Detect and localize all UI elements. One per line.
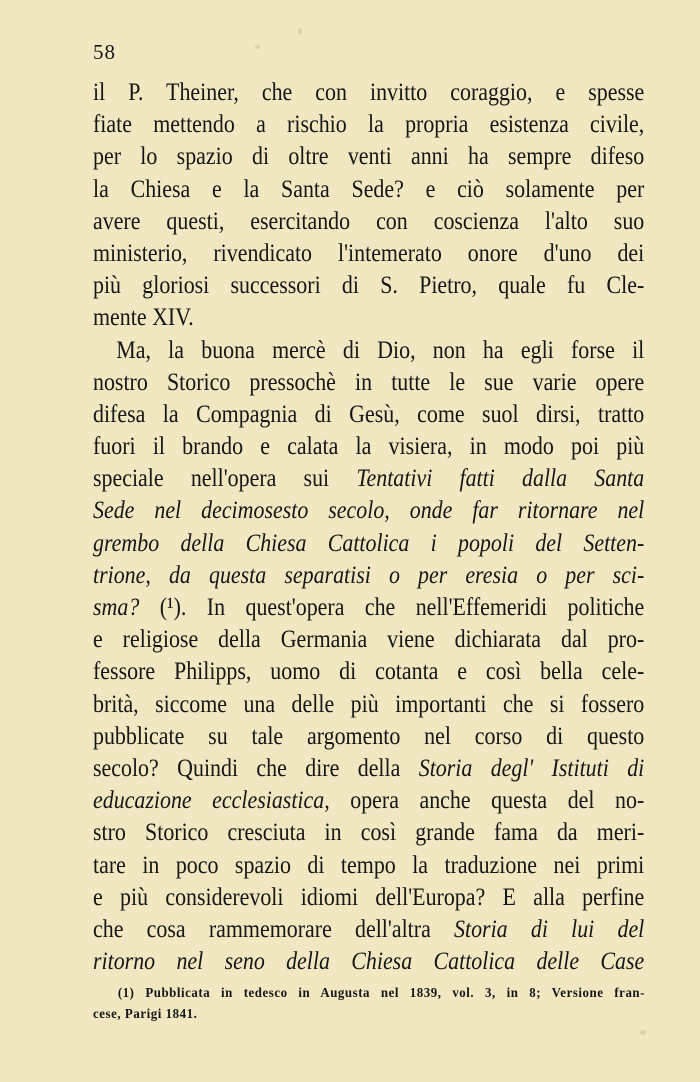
body-text bbox=[93, 76, 645, 977]
text-line: che cosa rammemorare dell'altra Storia di lui del bbox=[93, 913, 645, 943]
text-line: pubblicate su tale argomento nel corso di questo bbox=[93, 720, 645, 750]
italic-title: Storia degl' Istituti di bbox=[418, 752, 645, 782]
text-line: secolo? Quindi che dire della Storia degl' Istituti di bbox=[93, 752, 645, 782]
text-line: sma? (¹). In quest'opera che nell'Effemeridi politiche bbox=[93, 592, 645, 621]
italic-title: Tentativi fatti dalla Santa bbox=[356, 463, 645, 493]
text-line: Ma, la buona mercè di Dio, non ha egli forse il bbox=[116, 334, 645, 364]
paper-speck bbox=[298, 28, 302, 34]
paper-speck bbox=[640, 1030, 646, 1035]
text-line: ministerio, rivendicato l'intemerato onore d'uno dei bbox=[93, 237, 645, 267]
text-line: ritorno nel seno della Chiesa Cattolica delle Case bbox=[93, 946, 645, 976]
text-line: per lo spazio di oltre venti anni ha sempre difeso bbox=[93, 141, 645, 171]
text-line: educazione ecclesiastica, opera anche questa del no- bbox=[93, 785, 645, 815]
text-line: tare in poco spazio di tempo la traduzione nei primi bbox=[93, 849, 645, 879]
text-line: brità, siccome una delle più importanti che si fossero bbox=[93, 688, 645, 718]
text-line: Sede nel decimosesto secolo, onde far ritornare nel bbox=[93, 495, 645, 525]
text-line: mente XIV. bbox=[93, 302, 194, 332]
footnote-line: cese, Parigi 1841. bbox=[93, 1007, 198, 1022]
footnote-reference: (¹). In quest'opera che nell'Effemeridi politiche bbox=[139, 592, 645, 621]
text-line: fiate mettendo a rischio la propria esistenza civile, bbox=[93, 109, 645, 139]
text-line: fessore Philipps, uomo di cotanta e così bella cele- bbox=[93, 656, 645, 686]
text-line: stro Storico cresciuta in così grande fama da meri- bbox=[93, 817, 645, 847]
text-line: nostro Storico pressochè in tutte le sue varie opere bbox=[93, 366, 645, 396]
text-line: e religiose della Germania viene dichiarata dal pro- bbox=[93, 624, 645, 654]
text-line: il P. Theiner, che con invitto coraggio, e spesse bbox=[93, 77, 645, 106]
text-line: grembo della Chiesa Cattolica i popoli del Setten- bbox=[93, 527, 645, 557]
text-line: avere questi, esercitando con coscienza l'alto suo bbox=[93, 205, 645, 235]
footnote bbox=[93, 983, 645, 1025]
paper-speck bbox=[255, 45, 260, 49]
text-line: e più considerevoli idiomi dell'Europa? E alla perfine bbox=[93, 881, 645, 911]
page-number: 58 bbox=[93, 40, 116, 64]
text-line: più gloriosi successori di S. Pietro, quale fu Cle- bbox=[93, 270, 645, 300]
text-line: difesa la Compagnia di Gesù, come suol dirsi, tratto bbox=[93, 398, 645, 428]
text-line: trione, da questa separatisi o per eresia o per sci- bbox=[93, 559, 645, 589]
text-line: speciale nell'opera sui Tentativi fatti dalla Santa bbox=[93, 463, 645, 493]
footnote-line: (1) Pubblicata in tedesco in Augusta nel 1839, vol. 3, in 8; Versione fran- bbox=[117, 986, 646, 1001]
italic-title: Storia di lui del bbox=[454, 913, 645, 943]
text-line: fuori il brando e calata la visiera, in modo poi più bbox=[93, 431, 645, 461]
text-line: la Chiesa e la Santa Sede? e ciò solamente per bbox=[93, 173, 645, 203]
